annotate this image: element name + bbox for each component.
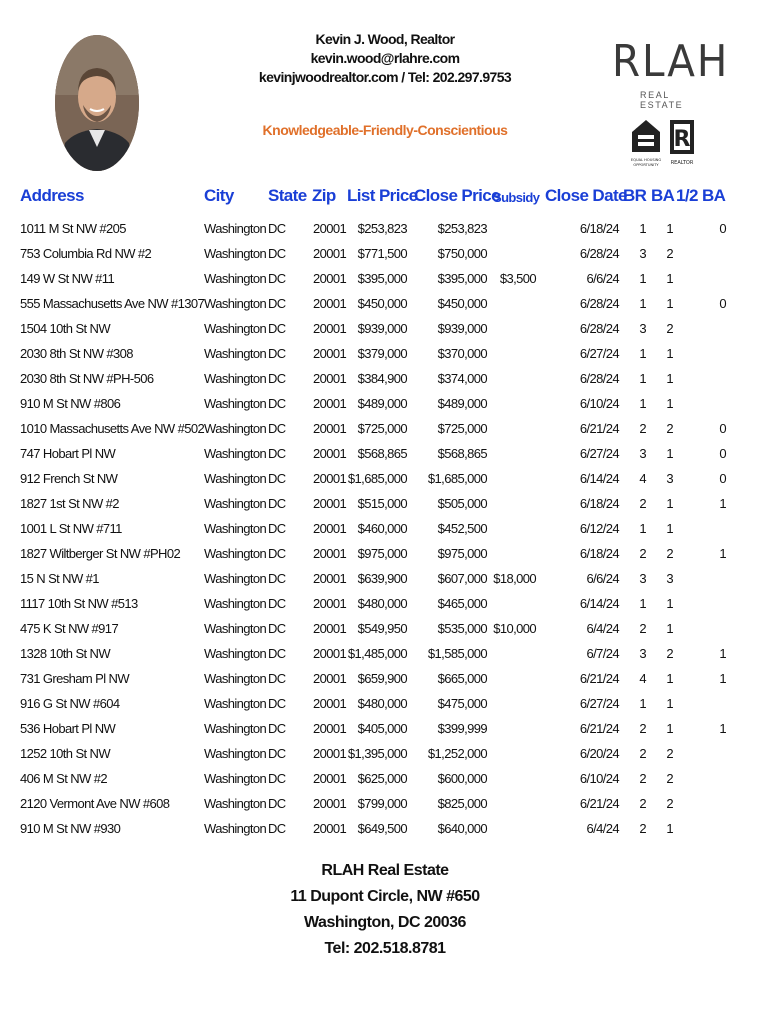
cell-close-price: $750,000 [437, 246, 487, 261]
cell-close-price: $374,000 [437, 371, 487, 386]
table-row [0, 566, 770, 591]
cell-list-price: $480,000 [357, 696, 407, 711]
cell-br: 1 [639, 271, 646, 286]
cell-close-price: $1,252,000 [427, 746, 487, 761]
cell-address: 2030 8th St NW #PH-506 [20, 371, 154, 386]
cell-br: 3 [639, 446, 646, 461]
cell-br: 3 [639, 246, 646, 261]
listing-table [0, 216, 770, 841]
cell-state: DC [268, 671, 286, 686]
cell-close-price: $505,000 [437, 496, 487, 511]
cell-close-date: 6/10/24 [579, 396, 619, 411]
cell-close-price: $1,585,000 [427, 646, 487, 661]
cell-address: 753 Columbia Rd NW #2 [20, 246, 152, 261]
cell-ba: 1 [666, 621, 673, 636]
table-row [0, 466, 770, 491]
cell-br: 3 [639, 571, 646, 586]
cell-list-price: $460,000 [357, 521, 407, 536]
svg-text:EQUAL HOUSING: EQUAL HOUSING [630, 158, 662, 162]
cell-br: 2 [639, 771, 646, 786]
table-row [0, 616, 770, 641]
cell-state: DC [268, 521, 286, 536]
cell-city: Washington [204, 771, 267, 786]
logo-subtitle: REAL ESTATE [640, 90, 684, 110]
cell-half-ba: 1 [719, 721, 726, 736]
cell-close-date: 6/6/24 [586, 271, 619, 286]
cell-list-price: $939,000 [357, 321, 407, 336]
cell-list-price: $450,000 [357, 296, 407, 311]
agent-name: Kevin J. Wood, Realtor [315, 31, 455, 47]
cell-city: Washington [204, 446, 267, 461]
cell-half-ba: 1 [719, 546, 726, 561]
cell-half-ba: 0 [719, 471, 726, 486]
cell-list-price: $480,000 [357, 596, 407, 611]
cell-list-price: $1,685,000 [347, 471, 407, 486]
col-city: City [204, 186, 234, 205]
cell-address: 149 W St NW #11 [20, 271, 115, 286]
cell-close-price: $825,000 [437, 796, 487, 811]
cell-city: Washington [204, 246, 267, 261]
cell-state: DC [268, 596, 286, 611]
tagline: Knowledgeable-Friendly-Conscientious [262, 122, 508, 138]
cell-state: DC [268, 296, 286, 311]
cell-zip: 20001 [313, 346, 347, 361]
cell-close-date: 6/7/24 [586, 646, 619, 661]
cell-half-ba: 0 [719, 296, 726, 311]
cell-close-date: 6/18/24 [579, 221, 619, 236]
cell-zip: 20001 [313, 571, 347, 586]
cell-ba: 2 [666, 796, 673, 811]
cell-state: DC [268, 646, 286, 661]
cell-close-date: 6/28/24 [579, 296, 619, 311]
cell-close-date: 6/12/24 [579, 521, 619, 536]
agent-website-phone[interactable]: kevinjwoodrealtor.com / Tel: 202.297.9753 [258, 69, 512, 85]
cell-city: Washington [204, 571, 267, 586]
table-row [0, 316, 770, 341]
cell-close-date: 6/14/24 [579, 471, 619, 486]
cell-address: 2120 Vermont Ave NW #608 [20, 796, 170, 811]
table-row [0, 291, 770, 316]
cell-address: 1001 L St NW #711 [20, 521, 122, 536]
cell-address: 475 K St NW #917 [20, 621, 119, 636]
cell-close-date: 6/20/24 [579, 746, 619, 761]
cell-half-ba: 0 [719, 421, 726, 436]
svg-text:REALTOR: REALTOR [670, 160, 694, 166]
cell-br: 3 [639, 646, 646, 661]
cell-br: 2 [639, 421, 646, 436]
cell-br: 2 [639, 621, 646, 636]
cell-city: Washington [204, 346, 267, 361]
cell-ba: 2 [666, 646, 673, 661]
cell-subsidy: $3,500 [499, 271, 536, 286]
cell-city: Washington [204, 596, 267, 611]
cell-ba: 2 [666, 746, 673, 761]
svg-text:R: R [673, 127, 691, 152]
cell-ba: 1 [666, 496, 673, 511]
cell-state: DC [268, 421, 286, 436]
agent-email[interactable]: kevin.wood@rlahre.com [310, 50, 460, 66]
cell-city: Washington [204, 546, 267, 561]
cell-address: 912 French St NW [20, 471, 118, 486]
cell-address: 1827 Wiltberger St NW #PH02 [20, 546, 181, 561]
cell-list-price: $771,500 [357, 246, 407, 261]
cell-state: DC [268, 796, 286, 811]
cell-close-date: 6/18/24 [579, 546, 619, 561]
cell-br: 1 [639, 221, 646, 236]
cell-half-ba: 1 [719, 671, 726, 686]
cell-state: DC [268, 821, 286, 836]
cell-list-price: $549,950 [357, 621, 407, 636]
cell-br: 1 [639, 521, 646, 536]
cell-state: DC [268, 546, 286, 561]
cell-close-date: 6/21/24 [579, 721, 619, 736]
col-half-ba: 1/2 BA [676, 186, 726, 205]
cell-state: DC [268, 246, 286, 261]
cell-br: 2 [639, 721, 646, 736]
col-br: BR [623, 186, 647, 205]
cell-close-price: $600,000 [437, 771, 487, 786]
cell-city: Washington [204, 671, 267, 686]
cell-ba: 1 [666, 221, 673, 236]
cell-close-price: $1,685,000 [427, 471, 487, 486]
col-close-price: Close Price [414, 186, 501, 205]
cell-state: DC [268, 721, 286, 736]
cell-zip: 20001 [313, 671, 347, 686]
cell-zip: 20001 [313, 221, 347, 236]
table-row [0, 241, 770, 266]
cell-close-price: $370,000 [437, 346, 487, 361]
cell-br: 2 [639, 796, 646, 811]
cell-half-ba: 0 [719, 446, 726, 461]
cell-zip: 20001 [313, 596, 347, 611]
table-row [0, 766, 770, 791]
table-row [0, 441, 770, 466]
table-row [0, 791, 770, 816]
cell-state: DC [268, 696, 286, 711]
table-row [0, 341, 770, 366]
cell-close-price: $568,865 [437, 446, 487, 461]
table-row [0, 666, 770, 691]
col-list-price: List Price [347, 186, 418, 205]
cell-zip: 20001 [313, 546, 347, 561]
footer-phone: Tel: 202.518.8781 [324, 940, 446, 957]
table-row [0, 266, 770, 291]
cell-address: 2030 8th St NW #308 [20, 346, 133, 361]
cell-city: Washington [204, 496, 267, 511]
cell-ba: 3 [666, 471, 673, 486]
cell-state: DC [268, 221, 286, 236]
cell-list-price: $489,000 [357, 396, 407, 411]
cell-zip: 20001 [313, 296, 347, 311]
cell-zip: 20001 [313, 471, 347, 486]
cell-zip: 20001 [313, 746, 347, 761]
cell-ba: 1 [666, 671, 673, 686]
cell-city: Washington [204, 271, 267, 286]
cell-ba: 3 [666, 571, 673, 586]
cell-close-date: 6/28/24 [579, 246, 619, 261]
cell-address: 1011 M St NW #205 [20, 221, 126, 236]
cell-address: 910 M St NW #930 [20, 821, 121, 836]
cell-zip: 20001 [313, 446, 347, 461]
cell-zip: 20001 [313, 496, 347, 511]
footer-company: RLAH Real Estate [321, 862, 449, 879]
cell-list-price: $568,865 [357, 446, 407, 461]
cell-zip: 20001 [313, 246, 347, 261]
cell-close-price: $450,000 [437, 296, 487, 311]
cell-ba: 1 [666, 296, 673, 311]
cell-ba: 2 [666, 246, 673, 261]
cell-br: 2 [639, 821, 646, 836]
cell-br: 4 [639, 471, 646, 486]
cell-zip: 20001 [313, 721, 347, 736]
cell-close-date: 6/10/24 [579, 771, 619, 786]
cell-address: 1328 10th St NW [20, 646, 110, 661]
table-header [0, 186, 770, 212]
cell-city: Washington [204, 321, 267, 336]
cell-list-price: $625,000 [357, 771, 407, 786]
cell-close-date: 6/21/24 [579, 421, 619, 436]
cell-br: 2 [639, 496, 646, 511]
cell-list-price: $975,000 [357, 546, 407, 561]
cell-state: DC [268, 321, 286, 336]
cell-br: 1 [639, 596, 646, 611]
cell-city: Washington [204, 696, 267, 711]
col-subsidy: Subsidy [493, 190, 540, 205]
cell-address: 406 M St NW #2 [20, 771, 107, 786]
cell-br: 1 [639, 371, 646, 386]
cell-zip: 20001 [313, 321, 347, 336]
cell-close-price: $253,823 [437, 221, 487, 236]
cell-ba: 1 [666, 396, 673, 411]
col-close-date: Close Date [545, 186, 627, 205]
cell-close-price: $975,000 [437, 546, 487, 561]
cell-state: DC [268, 746, 286, 761]
cell-list-price: $659,900 [357, 671, 407, 686]
cell-close-date: 6/4/24 [586, 821, 619, 836]
table-row [0, 516, 770, 541]
cell-ba: 1 [666, 596, 673, 611]
cell-state: DC [268, 371, 286, 386]
cell-list-price: $725,000 [357, 421, 407, 436]
cell-city: Washington [204, 746, 267, 761]
cell-list-price: $379,000 [357, 346, 407, 361]
cell-ba: 1 [666, 821, 673, 836]
cell-state: DC [268, 471, 286, 486]
cell-close-price: $640,000 [437, 821, 487, 836]
cell-city: Washington [204, 371, 267, 386]
cell-br: 1 [639, 296, 646, 311]
cell-state: DC [268, 446, 286, 461]
cell-zip: 20001 [313, 646, 347, 661]
cell-address: 910 M St NW #806 [20, 396, 121, 411]
cell-state: DC [268, 571, 286, 586]
table-row [0, 416, 770, 441]
cell-city: Washington [204, 471, 267, 486]
cell-state: DC [268, 346, 286, 361]
cell-zip: 20001 [313, 396, 347, 411]
cell-city: Washington [204, 621, 267, 636]
cell-zip: 20001 [313, 621, 347, 636]
col-address: Address [20, 186, 84, 205]
cell-list-price: $384,900 [357, 371, 407, 386]
cell-close-date: 6/21/24 [579, 671, 619, 686]
cell-br: 1 [639, 396, 646, 411]
cell-close-price: $607,000 [437, 571, 487, 586]
cell-state: DC [268, 271, 286, 286]
cell-close-price: $452,500 [437, 521, 487, 536]
cell-ba: 1 [666, 271, 673, 286]
cell-close-date: 6/21/24 [579, 796, 619, 811]
cell-city: Washington [204, 646, 267, 661]
rlah-logo [612, 36, 730, 110]
cell-city: Washington [204, 421, 267, 436]
cell-zip: 20001 [313, 521, 347, 536]
cell-subsidy: $10,000 [493, 621, 536, 636]
cell-close-price: $489,000 [437, 396, 487, 411]
cell-br: 1 [639, 696, 646, 711]
table-row [0, 391, 770, 416]
footer-address-line2: Washington, DC 20036 [304, 914, 466, 931]
table-row [0, 491, 770, 516]
cell-close-price: $399,999 [437, 721, 487, 736]
table-row [0, 716, 770, 741]
cell-city: Washington [204, 821, 267, 836]
cell-close-date: 6/28/24 [579, 371, 619, 386]
cell-close-date: 6/27/24 [579, 696, 619, 711]
table-row [0, 691, 770, 716]
cell-ba: 2 [666, 421, 673, 436]
cell-city: Washington [204, 296, 267, 311]
cell-state: DC [268, 771, 286, 786]
cell-state: DC [268, 621, 286, 636]
cell-br: 2 [639, 546, 646, 561]
cell-ba: 1 [666, 446, 673, 461]
cell-subsidy: $18,000 [493, 571, 536, 586]
cell-close-price: $465,000 [437, 596, 487, 611]
cell-list-price: $649,500 [357, 821, 407, 836]
cell-ba: 1 [666, 721, 673, 736]
cell-city: Washington [204, 521, 267, 536]
cell-close-price: $395,000 [437, 271, 487, 286]
table-row [0, 366, 770, 391]
cell-zip: 20001 [313, 421, 347, 436]
cell-zip: 20001 [313, 371, 347, 386]
cell-address: 1117 10th St NW #513 [20, 596, 138, 611]
cell-address: 916 G St NW #604 [20, 696, 120, 711]
table-row [0, 741, 770, 766]
cell-list-price: $1,485,000 [347, 646, 407, 661]
footer [0, 858, 770, 962]
cell-list-price: $1,395,000 [347, 746, 407, 761]
cell-city: Washington [204, 721, 267, 736]
cell-list-price: $405,000 [357, 721, 407, 736]
cell-ba: 2 [666, 321, 673, 336]
cell-close-price: $475,000 [437, 696, 487, 711]
col-state: State [268, 186, 307, 205]
cell-close-price: $535,000 [437, 621, 487, 636]
cell-close-price: $939,000 [437, 321, 487, 336]
cell-close-price: $725,000 [437, 421, 487, 436]
table-row [0, 641, 770, 666]
cell-list-price: $515,000 [357, 496, 407, 511]
table-row [0, 591, 770, 616]
cell-close-date: 6/27/24 [579, 346, 619, 361]
footer-address-line1: 11 Dupont Circle, NW #650 [290, 888, 480, 905]
cell-address: 536 Hobart Pl NW [20, 721, 116, 736]
cell-list-price: $253,823 [357, 221, 407, 236]
cell-zip: 20001 [313, 271, 347, 286]
cell-br: 3 [639, 321, 646, 336]
cell-ba: 1 [666, 521, 673, 536]
cell-zip: 20001 [313, 771, 347, 786]
cell-city: Washington [204, 796, 267, 811]
col-zip: Zip [312, 186, 336, 205]
logo-mark: RLAH [612, 36, 730, 87]
cell-address: 1504 10th St NW [20, 321, 110, 336]
equal-housing-icon [630, 118, 662, 173]
cell-address: 1827 1st St NW #2 [20, 496, 119, 511]
cell-address: 15 N St NW #1 [20, 571, 99, 586]
cell-ba: 2 [666, 546, 673, 561]
cell-list-price: $639,900 [357, 571, 407, 586]
cell-ba: 1 [666, 371, 673, 386]
col-ba: BA [651, 186, 675, 205]
cell-half-ba: 1 [719, 646, 726, 661]
cell-br: 1 [639, 346, 646, 361]
svg-text:OPPORTUNITY: OPPORTUNITY [633, 163, 659, 167]
cell-close-date: 6/14/24 [579, 596, 619, 611]
cell-zip: 20001 [313, 796, 347, 811]
cell-state: DC [268, 396, 286, 411]
cell-close-date: 6/27/24 [579, 446, 619, 461]
cell-address: 747 Hobart Pl NW [20, 446, 116, 461]
cell-zip: 20001 [313, 696, 347, 711]
cell-state: DC [268, 496, 286, 511]
cell-list-price: $799,000 [357, 796, 407, 811]
cell-close-date: 6/28/24 [579, 321, 619, 336]
cell-city: Washington [204, 221, 267, 236]
cell-br: 4 [639, 671, 646, 686]
cell-ba: 1 [666, 696, 673, 711]
cell-city: Washington [204, 396, 267, 411]
cell-close-price: $665,000 [437, 671, 487, 686]
cell-br: 2 [639, 746, 646, 761]
cell-zip: 20001 [313, 821, 347, 836]
table-row [0, 816, 770, 841]
realtor-icon [668, 118, 698, 173]
cell-close-date: 6/18/24 [579, 496, 619, 511]
cell-address: 731 Gresham Pl NW [20, 671, 130, 686]
cell-ba: 1 [666, 346, 673, 361]
cell-address: 1010 Massachusetts Ave NW #502 [20, 421, 205, 436]
cell-half-ba: 1 [719, 496, 726, 511]
cell-address: 1252 10th St NW [20, 746, 110, 761]
cell-half-ba: 0 [719, 221, 726, 236]
table-row [0, 541, 770, 566]
cell-ba: 2 [666, 771, 673, 786]
table-row [0, 216, 770, 241]
cell-address: 555 Massachusetts Ave NW #1307 [20, 296, 205, 311]
cell-close-date: 6/6/24 [586, 571, 619, 586]
cell-close-date: 6/4/24 [586, 621, 619, 636]
cell-list-price: $395,000 [357, 271, 407, 286]
